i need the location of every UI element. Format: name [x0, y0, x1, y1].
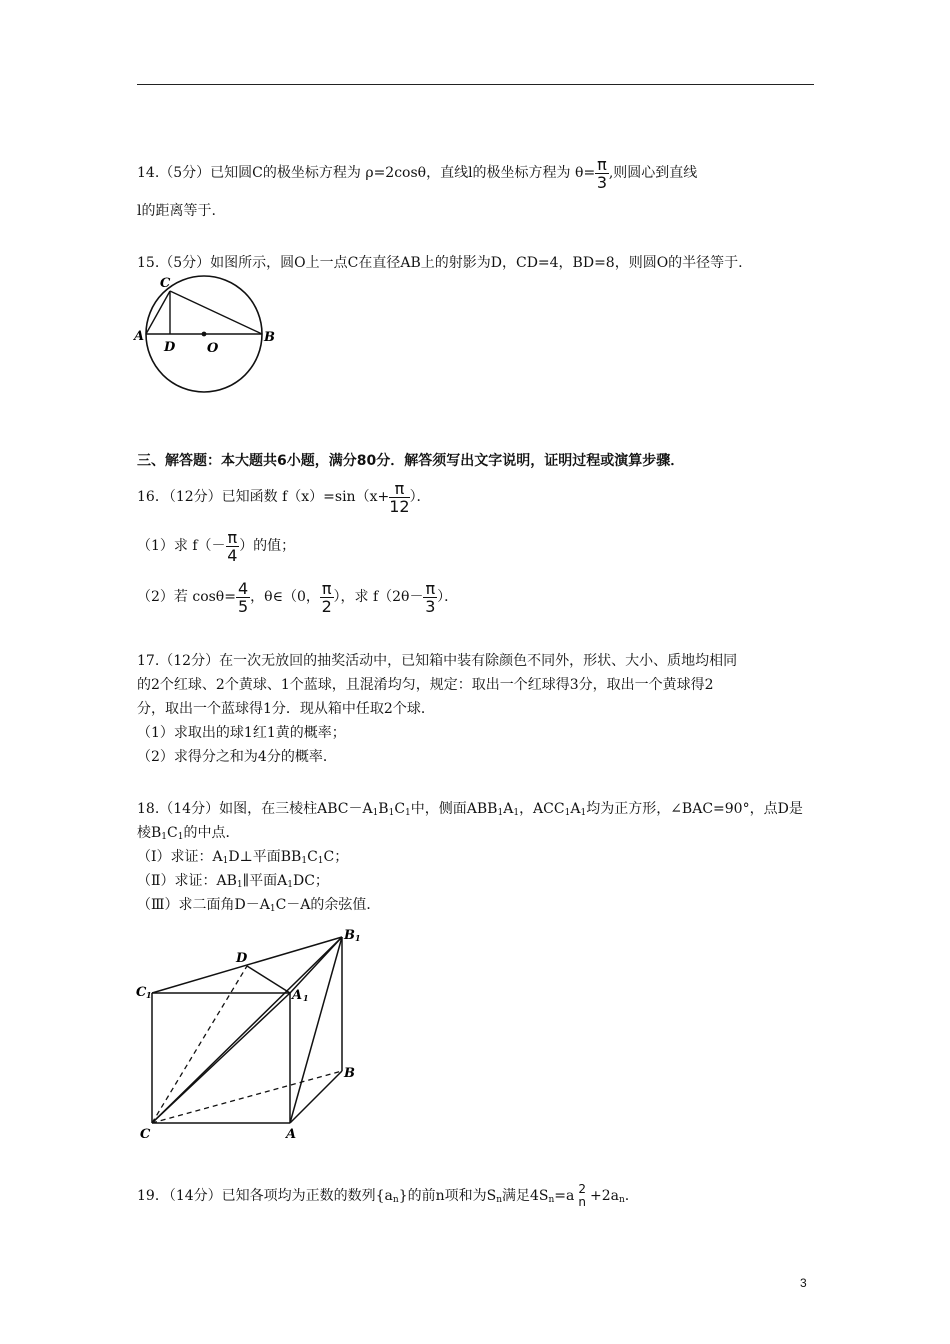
- label-c1: C: [136, 985, 147, 1000]
- q16-line1: 16．（12分）已知函数 f（x）=sin（x+ $\frac{\pi}{12}$ ）．: [137, 478, 431, 516]
- label-a1: A: [292, 988, 303, 1003]
- q14-line2: l的距离等于.: [137, 203, 216, 219]
- q18-line2: 棱$B_1C_1$的中点．: [137, 825, 240, 842]
- center-dot: [202, 332, 207, 337]
- q16-part2: （2）若 cosθ= $\frac{4}{5}$ ，θ∈（0， $\frac{\pi}{2}$ ），求 f（2θ－ $\frac{\pi}{3}$ ）．: [137, 578, 459, 616]
- q17-line3: 分，取出一个蓝球得1分．现从箱中任取2个球．: [137, 701, 435, 717]
- header-rule: [137, 84, 814, 85]
- q17-line1: 17.（12分）在一次无放回的抽奖活动中，已知箱中装有除颜色不同外，形状、大小、质地均相同: [137, 653, 738, 669]
- label-d: D: [236, 951, 248, 966]
- page-number: 3: [800, 1276, 807, 1290]
- q16-part1: （1）求 f（－ $\frac{\pi}{4}$ ）的值；: [137, 527, 296, 565]
- q17-line2: 的2个红球、2个黄球、1个蓝球，且混淆均匀，规定：取出一个红球得3分，取出一个黄球得2: [137, 677, 714, 693]
- q14-line1: 14.（5分）已知圆C的极坐标方程为 ρ=2cosθ，直线l的极坐标方程为 θ= $\frac{\pi}{3}$ ,则圆心到直线: [137, 154, 698, 192]
- q15-circle-figure: [130, 270, 280, 400]
- q18-line5: （Ⅲ）求二面角$D-A_1C-A$的余弦值．: [137, 897, 381, 914]
- label-d: D: [164, 340, 176, 355]
- label-a1-sub: 1: [303, 993, 309, 1003]
- label-c: C: [140, 1127, 151, 1142]
- label-b1: B: [344, 928, 355, 943]
- segment-a1-d: [247, 966, 290, 993]
- label-b1-sub: 1: [355, 933, 361, 943]
- q17-line5: （2）求得分之和为4分的概率．: [137, 749, 337, 765]
- section3-title: 三、解答题：本大题共6小题，满分80分．解答须写出文字说明，证明过程或演算步骤．: [137, 453, 685, 469]
- label-b: B: [264, 330, 275, 345]
- label-c: C: [160, 276, 171, 291]
- q19-line1: 19．（14分）已知各项均为正数的数列$\{a_n\}$的前n项和为$S_n$满足$4S_n=a$ 2 n $+2a_n$.: [137, 1182, 630, 1209]
- q18-prism-figure: [130, 925, 370, 1145]
- q17-line4: （1）求取出的球1红1黄的概率；: [137, 725, 346, 741]
- q18-line4: （Ⅱ）求证：$AB_1\parallel$平面$A_1DC$；: [137, 873, 329, 890]
- label-b: B: [344, 1066, 355, 1081]
- label-a: A: [134, 329, 145, 344]
- q18-line3: （Ⅰ）求证：$A_1D\perp$平面$BB_1C_1C$；: [137, 849, 349, 866]
- q18-line1: 18.（14分）如图，在三棱柱$ABC-A_1B_1C_1$中，侧面$ABB_1A_1$，$ACC_1A_1$均为正方形，∠BAC=90°，点D是: [137, 801, 803, 818]
- label-c1-sub: 1: [146, 990, 152, 1000]
- label-o: O: [207, 341, 219, 356]
- q15-text: 15.（5分）如图所示，圆O上一点C在直径AB上的射影为D，CD=4，BD=8，则圆O的半径等于.: [137, 255, 743, 271]
- label-a: A: [286, 1127, 297, 1142]
